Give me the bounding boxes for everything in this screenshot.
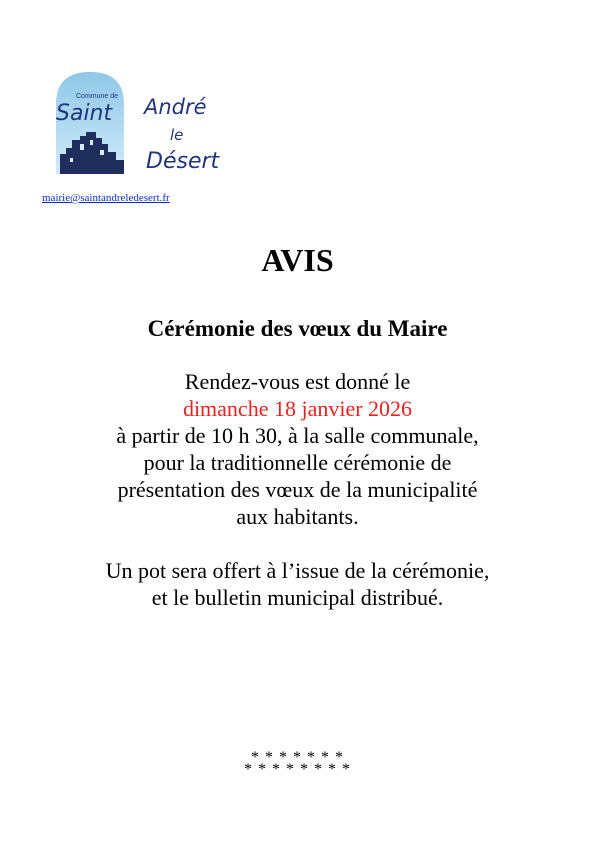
- logo-desert-text: Désert: [146, 149, 220, 174]
- stars-row-top: * * * * * * *: [251, 749, 344, 766]
- notice-line: à partir de 10 h 30, à la salle communale,: [116, 423, 479, 448]
- star-separator: [0, 749, 595, 778]
- notice-line: Un pot sera offert à l’issue de la cérémonie,: [105, 558, 490, 583]
- notice-date: dimanche 18 janvier 2026: [182, 396, 413, 421]
- notice-title: AVIS: [261, 242, 334, 278]
- logo-andre-text: André: [144, 95, 207, 119]
- stars-row-bottom: * * * * * * * *: [244, 761, 351, 778]
- notice-body: [0, 368, 595, 611]
- logo-le-text: le: [170, 126, 184, 144]
- logo-saint-text: Saint: [56, 101, 113, 126]
- notice-subtitle: Cérémonie des vœux du Maire: [147, 316, 448, 341]
- notice-line: pour la traditionnelle cérémonie de: [143, 450, 452, 475]
- logo-graphic: [50, 70, 220, 180]
- notice-line: et le bulletin municipal distribué.: [151, 585, 444, 610]
- commune-logo: [50, 70, 220, 180]
- logo-small-text: Commune de: [76, 93, 119, 100]
- notice-line: aux habitants.: [236, 504, 359, 529]
- notice-line: Rendez-vous est donné le: [184, 369, 411, 394]
- email-link[interactable]: mairie@saintandreledesert.fr: [42, 192, 170, 204]
- notice-line: présentation des vœux de la municipalité: [117, 477, 478, 502]
